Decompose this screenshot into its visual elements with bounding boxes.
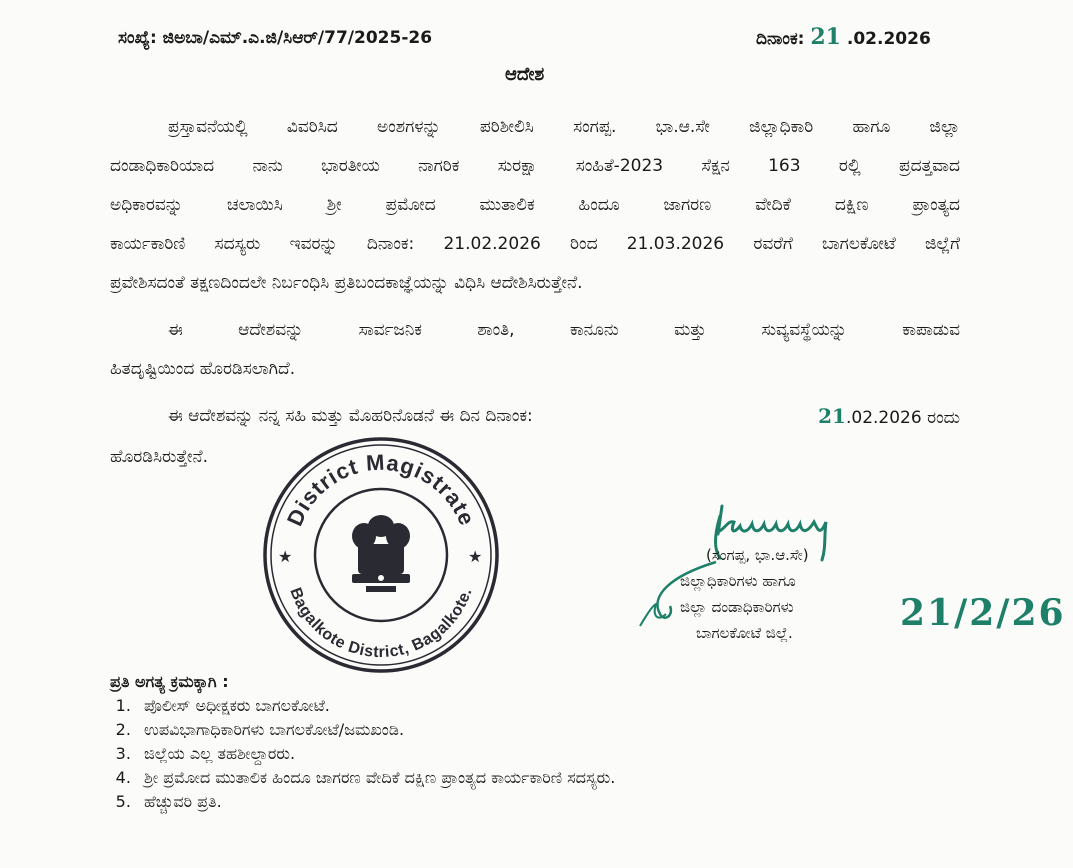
order-title: ಆದೇಶ [505,64,545,85]
list-item: 4. ಶ್ರೀ ಪ್ರಮೋದ ಮುತಾಲಿಕ ಹಿಂದೂ ಜಾಗರಣ ವೇದಿಕೆ ದಕ್ಷಿಣ ಪ್ರಾಂತ್ಯದ ಕಾರ್ಯಕಾರಿಣಿ ಸದಸ್ಯರು. [136,766,615,790]
paragraph-line: ಪ್ರಸ್ತಾವನೆಯಲ್ಲಿ ವಿವರಿಸಿದ ಅಂಶಗಳನ್ನು ಪರಿಶೀಲಿಸಿ ಸಂಗಪ್ಪ. ಭಾ.ಆ.ಸೇ ಜಿಲ್ಲಾಧಿಕಾರಿ ಹಾಗೂ ಜಿಲ್ಲಾ [168,117,960,137]
signatory-designation: ಜಿಲ್ಲಾಧಿಕಾರಿಗಳು ಹಾಗೂ [680,572,796,590]
paragraph-line [110,397,960,438]
paragraph-line: ಕಾರ್ಯಕಾರಿಣಿ ಸದಸ್ಯರು ಇವರನ್ನು ದಿನಾಂಕ: 21.02.2026 ರಿಂದ 21.03.2026 ರವರೆಗೆ ಬಾಗಲಕೋಟೆ ಜಿಲ್ಲೆಗೆ [110,234,960,254]
reference-number: ಸಂಖ್ಯೆ: ಜಿಅಬಾ/ಎಮ್.ಎ.ಜಿ/ಸಿಆರ್/77/2025-26 [118,28,433,48]
seal-bottom-text: Bagalkote District, Bagalkote. [286,585,476,662]
order-paragraph-2 [110,311,960,389]
paragraph-text: ಈ ಆದೇಶವನ್ನು ನನ್ನ ಸಹಿ ಮತ್ತು ಮೊಹರಿನೊಡನೆ ಈ ದಿನ ದಿನಾಂಕ: [168,406,533,426]
order-paragraph-1 [110,108,960,303]
emblem-icon [352,515,410,592]
order-date [756,24,931,50]
list-item: 2. ಉಪವಿಭಾಗಾಧಿಕಾರಿಗಳು ಬಾಗಲಕೋಟೆ/ಜಮಖಂಡಿ. [136,718,615,742]
date-suffix: .02.2026 [846,29,931,49]
paragraph-date [818,397,960,438]
district-magistrate-seal [258,432,504,678]
copies-to [110,672,615,814]
list-item: 3. ಜಿಲ್ಲೆಯ ಎಲ್ಲ ತಹಶೀಲ್ದಾರರು. [136,742,615,766]
paragraph-line: ಅಧಿಕಾರವನ್ನು ಚಲಾಯಿಸಿ ಶ್ರೀ ಪ್ರಮೋದ ಮುತಾಲಿಕ ಹಿಂದೂ ಜಾಗರಣ ವೇದಿಕೆ ದಕ್ಷಿಣ ಪ್ರಾಂತ್ಯದ [110,195,960,215]
copies-list [110,694,615,814]
signatory-designation: ಜಿಲ್ಲಾ ದಂಡಾಧಿಕಾರಿಗಳು [680,598,794,616]
paragraph-line: ದಂಡಾಧಿಕಾರಿಯಾದ ನಾನು ಭಾರತೀಯ ನಾಗರಿಕ ಸುರಕ್ಷಾ ಸಂಹಿತೆ-2023 ಸೆಕ್ಷನ 163 ರಲ್ಲಿ ಪ್ರದತ್ತವಾದ [110,156,960,176]
paragraph-line: ಈ ಆದೇಶವನ್ನು ಸಾರ್ವಜನಿಕ ಶಾಂತಿ, ಕಾನೂನು ಮತ್ತು ಸುವ್ಯವಸ್ಥೆಯನ್ನು ಕಾಪಾಡುವ [168,320,960,340]
svg-text:★: ★ [468,547,483,566]
handwritten-day: 21 [818,404,846,428]
list-item: 1. ಪೊಲೀಸ್ ಅಧೀಕ್ಷಕರು ಬಾಗಲಕೋಟೆ. [136,694,615,718]
signatory-name: (ಸಂಗಪ್ಪ, ಭಾ.ಆ.ಸೇ) [706,546,809,564]
paragraph-line: ಪ್ರವೇಶಿಸದಂತೆ ತಕ್ಷಣದಿಂದಲೇ ನಿರ್ಬಂಧಿಸಿ ಪ್ರತಿಬಂದಕಾಜ್ಞೆಯನ್ನು ವಿಧಿಸಿ ಆದೇಶಿಸಿರುತ್ತೇನೆ. [110,273,583,293]
handwritten-day: 21 [810,24,841,50]
date-label: ದಿನಾಂಕ: [756,29,805,49]
signatory-block [680,542,809,646]
svg-text:★: ★ [278,547,293,566]
handwritten-date: 21/2/26 [900,592,1066,634]
order-paragraph-3 [110,397,960,477]
date-suffix: .02.2026 ರಂದು [845,408,960,428]
list-item: 5. ಹೆಚ್ಚುವರಿ ಪ್ರತಿ. [136,790,615,814]
signatory-district: ಬಾಗಲಕೋಟೆ ಜಿಲ್ಲೆ. [696,624,793,642]
copies-title: ಪ್ರತಿ ಅಗತ್ಯ ಕ್ರಮಕ್ಕಾಗಿ : [110,672,229,691]
seal-top-text: District Magistrate [281,449,481,530]
paragraph-line: ಹಿತದೃಷ್ಟಿಯಿಂದ ಹೊರಡಿಸಲಾಗಿದೆ. [110,359,296,379]
paragraph-line: ಹೊರಡಿಸಿರುತ್ತೇನೆ. [110,447,209,467]
